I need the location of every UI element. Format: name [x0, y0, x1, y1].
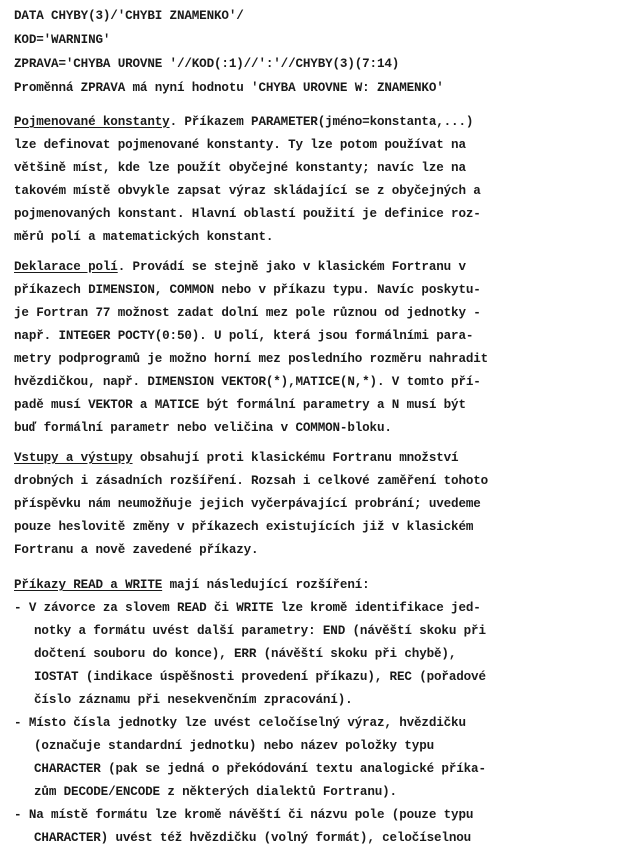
paragraph-line: buď formální parametr nebo veličina v COMMON-bloku.: [14, 421, 392, 435]
code-line-data: DATA CHYBY(3)/'CHYBI ZNAMENKO'/: [14, 9, 244, 23]
paragraph-line: měrů polí a matematických konstant.: [14, 230, 274, 244]
bullet-continuation: zům DECODE/ENCODE z některých dialektů Fortranu).: [34, 785, 397, 799]
bullet-continuation: IOSTAT (indikace úspěšnosti provedení příkazu), REC (pořadové: [34, 670, 486, 684]
section-heading-io: Vstupy a výstupy: [14, 451, 133, 465]
paragraph-line: drobných i zásadních rozšíření. Rozsah i celkové zaměření tohoto: [14, 474, 489, 488]
code-line-zprava: ZPRAVA='CHYBA UROVNE '//KOD(:1)//':'//CHYBY(3)(7:14): [14, 57, 400, 71]
bullet-item: - V závorce za slovem READ či WRITE lze kromě identifikace jed-: [14, 601, 481, 615]
section-io-line: Vstupy a výstupy obsahují proti klasickému Fortranu množství: [14, 451, 459, 465]
bullet-item: - Na místě formátu lze kromě návěští či názvu pole (pouze typu: [14, 808, 474, 822]
paragraph-line: příkazech DIMENSION, COMMON nebo v příkazu typu. Navíc poskytu-: [14, 283, 481, 297]
section-heading-named-constants: Pojmenované konstanty: [14, 115, 170, 129]
paragraph-line: příspěvku nám neumožňuje jejich vyčerpávající probrání; uvedeme: [14, 497, 481, 511]
paragraph-line: lze definovat pojmenované konstanty. Ty lze potom používat na: [14, 138, 466, 152]
section-heading-array-declaration: Deklarace polí: [14, 260, 118, 274]
paragraph-line: pouze heslovitě změny v příkazech existujících již v klasickém: [14, 520, 474, 534]
paragraph-line: hvězdičkou, např. DIMENSION VEKTOR(*),MATICE(N,*). V tomto pří-: [14, 375, 481, 389]
section-heading-read-write: Příkazy READ a WRITE: [14, 578, 163, 592]
bullet-continuation: notky a formátu uvést další parametry: END (návěští skoku při: [34, 624, 486, 638]
bullet-continuation: CHARACTER) uvést též hvězdičku (volný formát), celočíselnou: [34, 831, 472, 845]
paragraph-line: většině míst, kde lze použít obyčejné konstanty; navíc lze na: [14, 161, 466, 175]
bullet-continuation: dočtení souboru do konce), ERR (návěští skoku při chybě),: [34, 647, 457, 661]
paragraph-line: Fortranu a nově zavedené příkazy.: [14, 543, 259, 557]
paragraph-line: metry podprogramů je možno horní mez posledního rozměru nahradit: [14, 352, 489, 366]
code-result-line: Proměnná ZPRAVA má nyní hodnotu 'CHYBA UROVNE W: ZNAMENKO': [14, 81, 444, 95]
section-named-constants-line: Pojmenované konstanty. Příkazem PARAMETER(jméno=konstanta,...): [14, 115, 474, 129]
paragraph-line: padě musí VEKTOR a MATICE být formální parametry a N musí být: [14, 398, 466, 412]
paragraph-line: takovém místě obvykle zapsat výraz skládající se z obyčejných a: [14, 184, 481, 198]
bullet-continuation: číslo záznamu při nesekvenčním zpracování).: [34, 693, 353, 707]
bullet-continuation: (označuje standardní jednotku) nebo název položky typu: [34, 739, 435, 753]
paragraph-line: např. INTEGER POCTY(0:50). U polí, která jsou formálními para-: [14, 329, 474, 343]
paragraph-line: je Fortran 77 možnost zadat dolní mez pole různou od jednotky -: [14, 306, 481, 320]
section-array-declaration-line: Deklarace polí. Provádí se stejně jako v klasickém Fortranu v: [14, 260, 466, 274]
section-read-write-line: Příkazy READ a WRITE mají následující rozšíření:: [14, 578, 370, 592]
bullet-continuation: CHARACTER (pak se jedná o překódování textu analogické příka-: [34, 762, 486, 776]
code-line-kod: KOD='WARNING': [14, 33, 111, 47]
bullet-item: - Místo čísla jednotky lze uvést celočíselný výraz, hvězdičku: [14, 716, 466, 730]
paragraph-line: pojmenovaných konstant. Hlavní oblastí použití je definice roz-: [14, 207, 481, 221]
